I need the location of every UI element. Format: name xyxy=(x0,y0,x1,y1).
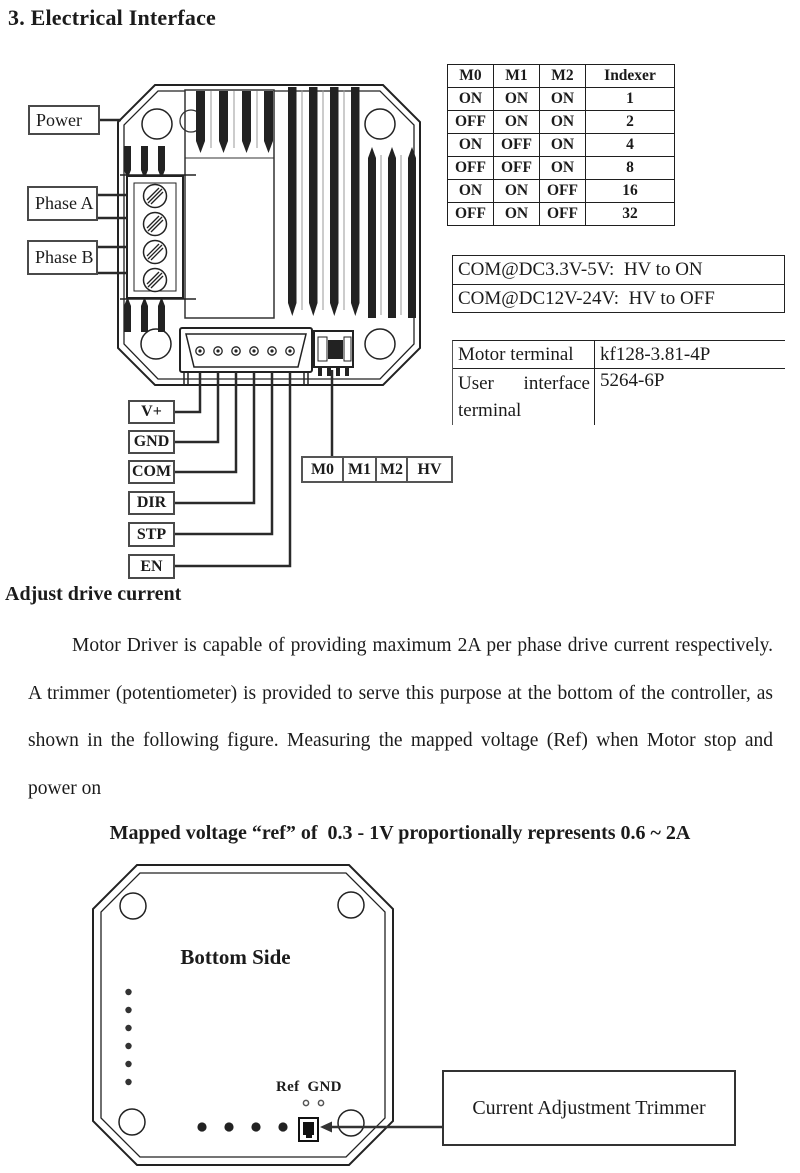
terminal-value-cell: kf128-3.81-4P xyxy=(595,341,785,369)
pin-label-en: EN xyxy=(128,554,175,579)
pin-label-com: COM xyxy=(128,460,175,484)
terminal-spec-row xyxy=(453,369,785,425)
indexer-header-cell: M2 xyxy=(540,65,586,88)
indexer-header-cell: Indexer xyxy=(586,65,675,88)
body-paragraph: Motor Driver is capable of providing maximum 2A per phase drive current respectively. A trimmer (potentiometer) is provided to serve this purpose at the bottom of the controller, as shown in the following figure. Measuring the mapped voltage (Ref) when Motor stop and power on xyxy=(28,635,773,799)
indexer-cell: ON xyxy=(540,88,586,111)
mode-cell-hv: HV xyxy=(406,456,453,483)
com-voltage-row: COM@DC3.3V-5V: HV to ON xyxy=(458,259,703,280)
indexer-cell: 4 xyxy=(586,134,675,157)
indexer-row xyxy=(448,203,675,226)
indexer-row xyxy=(448,134,675,157)
ref-gnd-label: Ref GND xyxy=(276,1079,342,1095)
indexer-cell: OFF xyxy=(494,134,540,157)
indexer-cell: OFF xyxy=(448,111,494,134)
mode-pin-row xyxy=(301,456,453,483)
pin-label-vplus: V+ xyxy=(128,400,175,424)
terminal-name-cell: Motor terminal xyxy=(453,341,595,369)
terminal-name-cell: User interface terminal xyxy=(453,369,595,425)
indexer-cell: 32 xyxy=(586,203,675,226)
indexer-cell: 1 xyxy=(586,88,675,111)
mode-cell-m2: M2 xyxy=(375,456,408,483)
phase-b-label-box: Phase B xyxy=(27,240,98,275)
mode-cell-m0: M0 xyxy=(301,456,344,483)
mode-cell-m1: M1 xyxy=(342,456,377,483)
phase-a-label-box: Phase A xyxy=(27,186,98,221)
indexer-cell: OFF xyxy=(448,203,494,226)
indexer-header-row xyxy=(448,65,675,88)
indexer-header-cell: M0 xyxy=(448,65,494,88)
indexer-cell: ON xyxy=(494,88,540,111)
terminal-value-cell: 5264-6P xyxy=(600,370,665,391)
pin-label-dir: DIR xyxy=(128,491,175,515)
indexer-cell: 16 xyxy=(586,180,675,203)
com-voltage-row: COM@DC12V-24V: HV to OFF xyxy=(453,284,784,312)
pin-label-gnd: GND xyxy=(128,430,175,454)
indexer-header-cell: M1 xyxy=(494,65,540,88)
terminal-spec-row xyxy=(453,341,785,369)
indexer-row xyxy=(448,88,675,111)
adjust-drive-current-heading: Adjust drive current xyxy=(5,583,182,605)
indexer-cell: OFF xyxy=(540,203,586,226)
indexer-row xyxy=(448,157,675,180)
current-trimmer-component xyxy=(299,1118,318,1141)
indexer-cell: 8 xyxy=(586,157,675,180)
indexer-cell: ON xyxy=(540,157,586,180)
power-label-box: Power xyxy=(28,105,100,135)
indexer-cell: ON xyxy=(494,180,540,203)
indexer-cell: ON xyxy=(494,203,540,226)
com-voltage-table xyxy=(452,255,785,313)
indexer-cell: ON xyxy=(540,111,586,134)
page-title: 3. Electrical Interface xyxy=(8,5,217,30)
indexer-cell: ON xyxy=(494,111,540,134)
indexer-cell: 2 xyxy=(586,111,675,134)
bottom-side-label: Bottom Side xyxy=(180,945,291,969)
indexer-cell: ON xyxy=(540,134,586,157)
indexer-cell: OFF xyxy=(448,157,494,180)
indexer-cell: ON xyxy=(448,88,494,111)
indexer-row xyxy=(448,180,675,203)
indexer-cell: OFF xyxy=(540,180,586,203)
mapped-voltage-note: Mapped voltage “ref” of 0.3 - 1V proportionally represents 0.6 ~ 2A xyxy=(109,822,691,844)
terminal-spec-table xyxy=(452,340,785,425)
current-adjustment-trimmer-box: Current Adjustment Trimmer xyxy=(442,1070,736,1146)
indexer-row xyxy=(448,111,675,134)
indexer-cell: ON xyxy=(448,134,494,157)
driver-top-view-diagram xyxy=(0,0,470,600)
indexer-cell: ON xyxy=(448,180,494,203)
indexer-table xyxy=(447,64,675,226)
indexer-cell: OFF xyxy=(494,157,540,180)
pin-label-stp: STP xyxy=(128,522,175,547)
